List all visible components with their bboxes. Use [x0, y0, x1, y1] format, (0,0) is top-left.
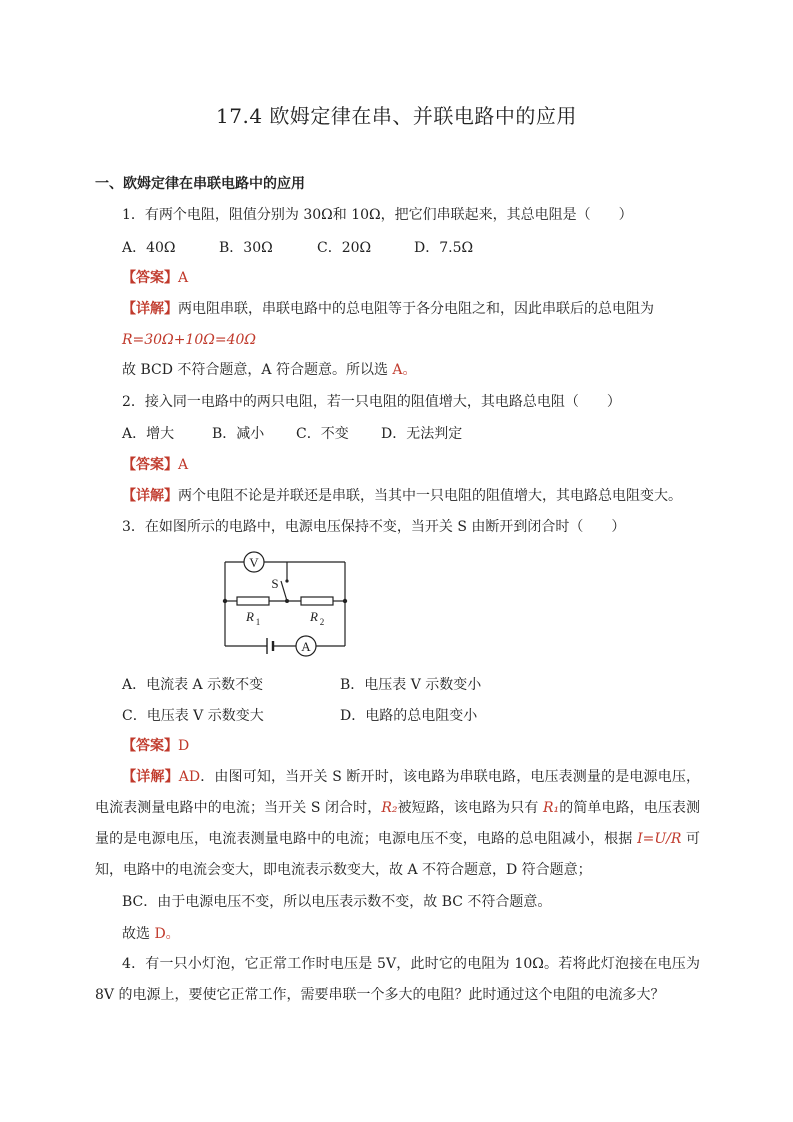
question-1-answer [122, 268, 188, 288]
answer-value: A [178, 457, 189, 473]
conclusion-text: 故 BCD 不符合题意，A 符合题意。所以选 [122, 362, 393, 378]
detail-tag: 【详解】 [122, 488, 178, 504]
page-title: 17.4 欧姆定律在串、并联电路中的应用 [216, 104, 577, 128]
detail-text: 两个电阻不论是并联还是串联，当其中一只电阻的阻值增大，其电路总电阻变大。 [178, 488, 682, 504]
detail-text-c: 的简单电路，电压表测量的是电源电压，电流表测量电路中的电流；电源电压不变，电路的总电阻减小，根据 [95, 800, 701, 847]
detail-text-d: 可知，电路中的电流会变大，即电流表示数变大，故 A 不符合题意，D 符合题意； [95, 831, 701, 878]
detail-tag: 【详解】 [122, 769, 179, 785]
detail-law: I=U/R [637, 831, 682, 847]
voltmeter-label: V [249, 555, 259, 570]
option-b: B．减小 [212, 426, 265, 442]
option-c: C．不变 [296, 426, 349, 442]
final-choice: D。 [154, 926, 180, 942]
question-2-stem: 2．接入同一电路中的两只电阻，若一只电阻的阻值增大，其电路总电阻（ ） [122, 394, 621, 410]
question-3-detail-bc: BC．由于电源电压不变，所以电压表示数不变，故 BC 不符合题意。 [122, 894, 552, 910]
question-1-conclusion [122, 360, 417, 380]
answer-tag: 【答案】 [122, 457, 178, 473]
option-b: B．电压表 V 示数变小 [340, 677, 482, 693]
detail-text: 两电阻串联，串联电路中的总电阻等于各分电阻之和，因此串联后的总电阻为 [178, 301, 654, 317]
final-text: 故选 [122, 926, 155, 942]
answer-tag: 【答案】 [122, 270, 178, 286]
option-a: A．增大 [122, 426, 175, 442]
circuit-diagram [215, 548, 355, 658]
r2-label: R [310, 609, 318, 624]
option-a: A．40Ω [122, 240, 176, 256]
question-4-text: 4．有一只小灯泡，它正常工作时电压是 5V，此时它的电阻为 10Ω。若将此灯泡接在电压为 8V 的电源上，要使它正常工作，需要串联一个多大的电阻？此时通过这个电阻的电流多大？ [95, 956, 700, 1003]
switch-label: S [271, 576, 279, 591]
conclusion-choice: A。 [392, 362, 417, 378]
detail-r2: R₂ [381, 800, 398, 816]
question-1-detail [122, 299, 654, 319]
option-b: B．30Ω [219, 240, 273, 256]
question-3-final [122, 924, 180, 944]
question-1-stem: 1．有两个电阻，阻值分别为 30Ω和 10Ω，把它们串联起来，其总电阻是（ ） [122, 207, 633, 223]
question-4-stem [95, 949, 700, 1011]
detail-text: ．由图可知，当开关 S 断开时，该电路为串联电路，电压表测量的是电源电压，电流表测量电路中的电流；当开关 S 闭合时， [95, 769, 701, 816]
option-d: D．无法判定 [381, 426, 463, 442]
option-d: D．电路的总电阻变小 [340, 708, 478, 724]
question-1-formula: R=30Ω+10Ω=40Ω [122, 332, 256, 348]
detail-tag: 【详解】 [122, 301, 178, 317]
detail-choice-ad: AD [178, 769, 201, 785]
question-2-answer [122, 455, 188, 475]
detail-r1: R₁ [542, 800, 560, 816]
r1-subscript: 1 [255, 617, 261, 627]
answer-value: D [178, 738, 190, 754]
ammeter-label: A [301, 639, 311, 654]
answer-value: A [178, 270, 189, 286]
option-d: D．7.5Ω [414, 240, 474, 256]
option-c: C．20Ω [317, 240, 372, 256]
section-heading: 一、欧姆定律在串联电路中的应用 [95, 176, 305, 192]
question-2-detail [122, 486, 682, 506]
detail-text-b: 被短路，该电路为只有 [397, 800, 543, 816]
option-a: A．电流表 A 示数不变 [122, 677, 264, 693]
question-3-detail [95, 762, 700, 886]
resistor-r2 [301, 597, 333, 605]
question-3-stem: 3．在如图所示的电路中，电源电压保持不变，当开关 S 由断开到闭合时（ ） [122, 519, 626, 535]
r2-subscript: 2 [319, 617, 325, 627]
answer-tag: 【答案】 [122, 738, 178, 754]
r1-label: R [246, 609, 254, 624]
question-3-answer [122, 736, 189, 756]
resistor-r1 [237, 597, 269, 605]
option-c: C．电压表 V 示数变大 [122, 708, 264, 724]
